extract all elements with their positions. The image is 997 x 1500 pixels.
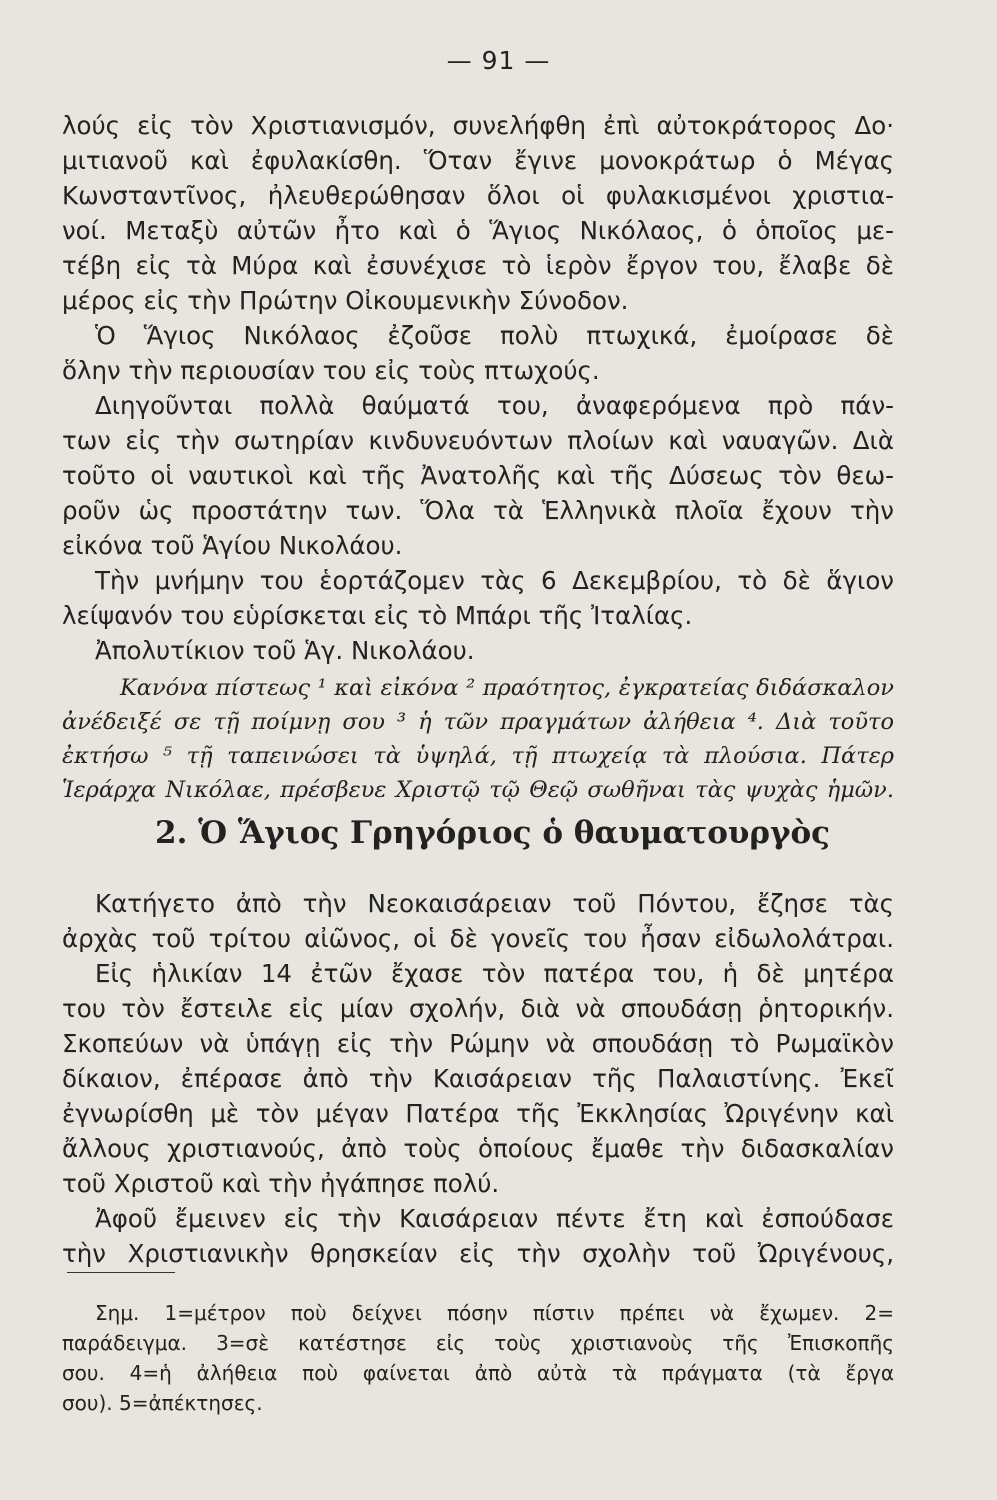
- text-line: του τὸν ἔστειλε εἰς μίαν σχολήν, διὰ νὰ σπουδάσῃ ῥητορικήν.: [62, 994, 894, 1023]
- text-line: των εἰς τὴν σωτηρίαν κινδυνευόντων πλοίων καὶ ναυαγῶν. Διὰ: [62, 426, 894, 455]
- text-line: Σκοπεύων νὰ ὑπάγῃ εἰς τὴν Ρώμην νὰ σπουδάσῃ τὸ Ρωμαϊκὸν: [62, 1029, 894, 1058]
- text-line: ἀρχὰς τοῦ τρίτου αἰῶνος, οἱ δὲ γονεῖς του ἦσαν εἰδωλολάτραι.: [62, 924, 894, 953]
- footnote-line: σου). 5=ἀπέκτησες.: [62, 1391, 263, 1415]
- footnote-line: παράδειγμα. 3=σὲ κατέστησε εἰς τοὺς χριστιανοὺς τῆς Ἐπισκοπῆς: [62, 1331, 894, 1355]
- text-line: τοῦτο οἱ ναυτικοὶ καὶ τῆς Ἀνατολῆς καὶ τῆς Δύσεως τὸν θεω-: [62, 461, 894, 490]
- text-line: Τὴν μνήμην του ἑορτάζομεν τὰς 6 Δεκεμβρίου, τὸ δὲ ἅγιον: [95, 566, 894, 595]
- text-line: δίκαιον, ἐπέρασε ἀπὸ τὴν Καισάρειαν τῆς Παλαιστίνης. Ἐκεῖ: [62, 1064, 894, 1093]
- text-line: τέβη εἰς τὰ Μύρα καὶ ἐσυνέχισε τὸ ἱερὸν ἔργον του, ἔλαβε δὲ: [62, 251, 894, 280]
- footnote-line: Σημ. 1=μέτρον ποὺ δείχνει πόσην πίστιν πρέπει νὰ ἔχωμεν. 2=: [95, 1301, 894, 1325]
- text-line: Ὁ Ἅγιος Νικόλαος ἐζοῦσε πολὺ πτωχικά, ἐμοίρασε δὲ: [95, 321, 894, 350]
- text-line: ροῦν ὡς προστάτην των. Ὅλα τὰ Ἑλληνικὰ πλοῖα ἔχουν τὴν: [62, 496, 894, 525]
- text-line: τοῦ Χριστοῦ καὶ τὴν ἠγάπησε πολύ.: [62, 1169, 500, 1198]
- text-line: εἰκόνα τοῦ Ἁγίου Νικολάου.: [62, 531, 403, 560]
- text-line: λούς εἰς τὸν Χριστιανισμόν, συνελήφθη ἐπὶ αὐτοκράτορος Δο·: [62, 111, 894, 140]
- hymn-line: ἐκτήσω ⁵ τῇ ταπεινώσει τὰ ὑψηλά, τῇ πτωχείᾳ τὰ πλούσια. Πάτερ: [62, 743, 894, 769]
- text-line: ἐγνωρίσθη μὲ τὸν μέγαν Πατέρα τῆς Ἐκκλησίας Ὠριγένην καὶ: [62, 1099, 894, 1128]
- text-line: Ἀφοῦ ἔμεινεν εἰς τὴν Καισάρειαν πέντε ἔτη καὶ ἐσπούδασε: [95, 1204, 894, 1233]
- text-line: ὅλην τὴν περιουσίαν του εἰς τοὺς πτωχούς.: [62, 356, 600, 385]
- section-heading: 2. Ὁ Ἅγιος Γρηγόριος ὁ θαυματουργὸς: [155, 815, 831, 851]
- footnote-line: σου. 4=ἡ ἀλήθεια ποὺ φαίνεται ἀπὸ αὐτὰ τὰ πράγματα (τὰ ἔργα: [62, 1361, 894, 1385]
- hymn-line: Κανόνα πίστεως ¹ καὶ εἰκόνα ² πραότητος, ἐγκρατείας διδάσκαλον: [120, 675, 894, 701]
- text-line: νοί. Μεταξὺ αὐτῶν ἦτο καὶ ὁ Ἅγιος Νικόλαος, ὁ ὁποῖος με-: [62, 216, 894, 245]
- text-line: μέρος εἰς τὴν Πρώτην Οἰκουμενικὴν Σύνοδον.: [62, 286, 629, 315]
- text-line: ἄλλους χριστιανούς, ἀπὸ τοὺς ὁποίους ἔμαθε τὴν διδασκαλίαν: [62, 1134, 894, 1163]
- hymn-line: Ἱεράρχα Νικόλαε, πρέσβευε Χριστῷ τῷ Θεῷ σωθῆναι τὰς ψυχὰς ἡμῶν.: [62, 777, 894, 803]
- text-line: λείψανόν του εὑρίσκεται εἰς τὸ Μπάρι τῆς Ἰταλίας.: [62, 601, 693, 630]
- apolytikion-title: Ἀπολυτίκιον τοῦ Ἁγ. Νικολάου.: [95, 636, 475, 665]
- hymn-line: ἀνέδειξέ σε τῇ ποίμνῃ σου ³ ἡ τῶν πραγμάτων ἀλήθεια ⁴. Διὰ τοῦτο: [62, 709, 894, 735]
- text-line: τὴν Χριστιανικὴν θρησκείαν εἰς τὴν σχολὴν τοῦ Ὠριγένους,: [62, 1239, 894, 1268]
- text-line: Εἰς ἡλικίαν 14 ἐτῶν ἔχασε τὸν πατέρα του, ἡ δὲ μητέρα: [95, 959, 894, 988]
- footnote-divider: [67, 1272, 175, 1273]
- text-line: μιτιανοῦ καὶ ἐφυλακίσθη. Ὅταν ἔγινε μονοκράτωρ ὁ Μέγας: [62, 146, 894, 175]
- text-line: Κατήγετο ἀπὸ τὴν Νεοκαισάρειαν τοῦ Πόντου, ἔζησε τὰς: [95, 889, 894, 918]
- text-line: Κωνσταντῖνος, ἠλευθερώθησαν ὅλοι οἱ φυλακισμένοι χριστια-: [62, 181, 894, 210]
- page-number: — 91 —: [446, 46, 551, 75]
- text-line: Διηγοῦνται πολλὰ θαύματά του, ἀναφερόμενα πρὸ πάν-: [95, 391, 894, 420]
